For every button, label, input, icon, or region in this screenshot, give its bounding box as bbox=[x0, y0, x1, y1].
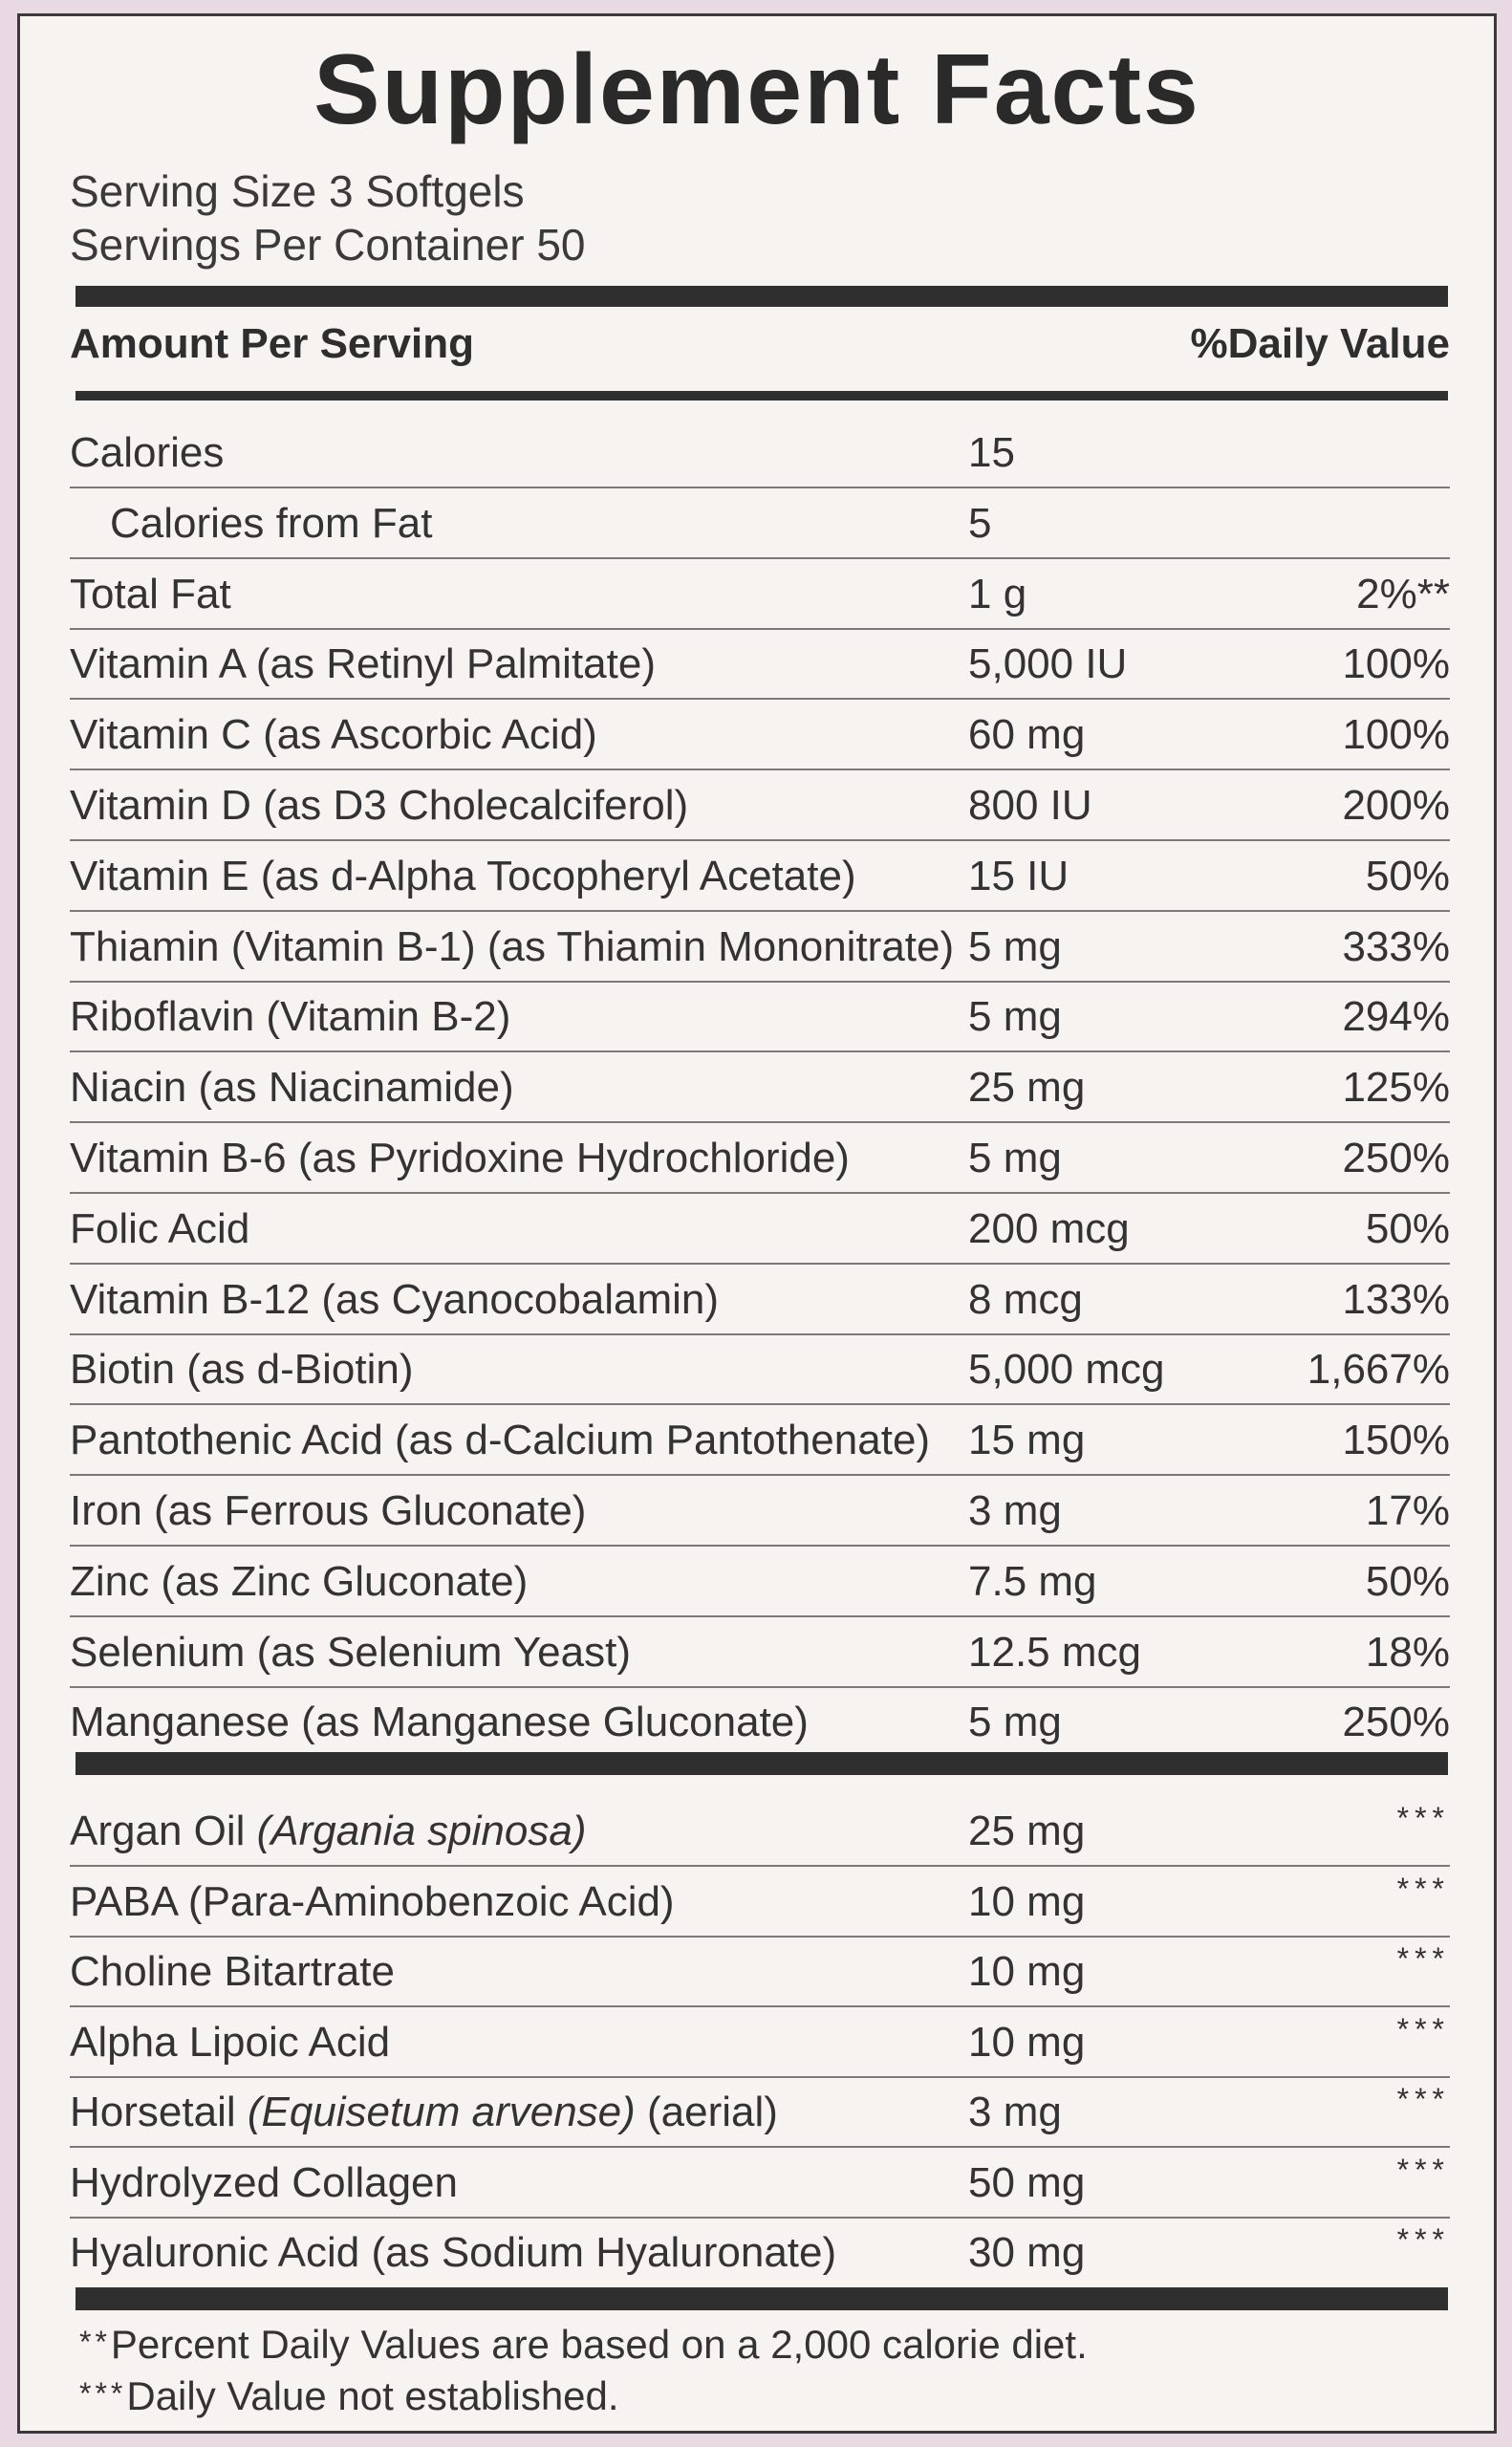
nutrient-row bbox=[70, 700, 1450, 770]
ingredient-amount: 10 mg bbox=[968, 1948, 1086, 1995]
ingredient-row bbox=[70, 1796, 1450, 1867]
supplement-facts-panel bbox=[17, 13, 1497, 2434]
nutrient-row bbox=[70, 1687, 1450, 1758]
amount-per-serving-label: Amount Per Serving bbox=[70, 320, 474, 367]
nutrient-amount: 8 mcg bbox=[968, 1275, 1083, 1323]
ingredient-name-plain: Hydrolyzed Collagen bbox=[70, 2158, 458, 2206]
nutrient-name: Folic Acid bbox=[70, 1204, 250, 1252]
nutrient-name: Vitamin D (as D3 Cholecalciferol) bbox=[70, 782, 689, 829]
ingredient-part: (aerial) bbox=[635, 2089, 778, 2135]
ingredient-botanical-name: (Equisetum arvense) bbox=[247, 2089, 636, 2135]
nutrient-amount: 12.5 mcg bbox=[968, 1628, 1141, 1676]
nutrient-amount: 25 mg bbox=[968, 1064, 1086, 1112]
thick-divider-middle bbox=[76, 1752, 1448, 1775]
nutrient-row bbox=[70, 488, 1450, 559]
ingredient-row bbox=[70, 1867, 1450, 1938]
daily-value-not-established-marker: *** bbox=[1396, 1871, 1450, 1906]
footnote-marker-2: ** bbox=[79, 2325, 111, 2359]
nutrient-daily-value: 125% bbox=[1342, 1064, 1450, 1112]
nutrient-daily-value: 2%** bbox=[1356, 570, 1450, 617]
ingredient-row bbox=[70, 2218, 1450, 2288]
nutrient-name: Vitamin B-6 (as Pyridoxine Hydrochloride) bbox=[70, 1135, 850, 1181]
nutrient-name: Iron (as Ferrous Gluconate) bbox=[70, 1487, 587, 1534]
nutrient-name: Thiamin (Vitamin B-1) (as Thiamin Mononitrate) bbox=[70, 922, 955, 970]
nutrient-name: Vitamin E (as d-Alpha Tocopheryl Acetate) bbox=[70, 852, 856, 899]
nutrient-daily-value: 1,667% bbox=[1307, 1346, 1450, 1394]
ingredient-name-plain: Choline Bitartrate bbox=[70, 1948, 395, 1995]
nutrient-name: Total Fat bbox=[70, 570, 231, 617]
nutrient-name: Riboflavin (Vitamin B-2) bbox=[70, 993, 511, 1041]
ingredient-name-plain: PABA (Para-Aminobenzoic Acid) bbox=[70, 1877, 675, 1925]
nutrient-name: Vitamin C (as Ascorbic Acid) bbox=[70, 711, 597, 759]
nutrient-daily-value: 333% bbox=[1342, 922, 1450, 970]
ingredient-amount: 10 mg bbox=[968, 2018, 1086, 2066]
nutrient-row bbox=[70, 559, 1450, 630]
nutrient-amount: 800 IU bbox=[968, 782, 1092, 829]
nutrient-row bbox=[70, 770, 1450, 841]
footnote-marker-3: *** bbox=[79, 2376, 127, 2411]
daily-value-not-established-marker: *** bbox=[1396, 2152, 1450, 2187]
daily-value-not-established-marker: *** bbox=[1396, 2011, 1450, 2046]
thick-divider-top bbox=[76, 286, 1448, 307]
ingredient-amount: 10 mg bbox=[968, 1877, 1086, 1925]
nutrient-amount: 15 IU bbox=[968, 852, 1069, 899]
ingredient-name-plain: Horsetail bbox=[70, 2089, 248, 2135]
ingredient-botanical-name: (Argania spinosa) bbox=[256, 1808, 587, 1854]
footnote-text-2: Daily Value not established. bbox=[126, 2373, 619, 2418]
ingredient-name bbox=[70, 2007, 390, 2078]
nutrient-row bbox=[70, 1334, 1450, 1405]
nutrient-row bbox=[70, 1052, 1450, 1123]
nutrient-amount: 5 bbox=[968, 499, 992, 547]
nutrient-daily-value: 50% bbox=[1365, 1557, 1450, 1605]
ingredient-name-plain: Argan Oil bbox=[70, 1808, 257, 1854]
nutrient-daily-value: 18% bbox=[1365, 1628, 1450, 1676]
ingredient-name bbox=[70, 2077, 778, 2148]
nutrient-amount: 1 g bbox=[968, 570, 1027, 617]
nutrient-row bbox=[70, 418, 1450, 488]
ingredient-row bbox=[70, 1937, 1450, 2007]
medium-divider bbox=[76, 391, 1448, 401]
nutrient-daily-value: 100% bbox=[1342, 640, 1450, 688]
ingredient-name bbox=[70, 1937, 395, 2007]
nutrient-name: Zinc (as Zinc Gluconate) bbox=[70, 1557, 529, 1605]
nutrient-daily-value: 250% bbox=[1342, 1699, 1450, 1746]
nutrient-row bbox=[70, 982, 1450, 1052]
footnote-not-established bbox=[79, 2373, 619, 2419]
nutrient-name: Calories bbox=[70, 429, 225, 476]
ingredient-name bbox=[70, 1796, 587, 1867]
nutrient-amount: 3 mg bbox=[968, 1487, 1062, 1534]
ingredient-name bbox=[70, 2218, 836, 2288]
serving-size: Serving Size 3 Softgels bbox=[70, 166, 525, 216]
nutrient-amount: 5 mg bbox=[968, 922, 1062, 970]
nutrient-daily-value: 250% bbox=[1342, 1135, 1450, 1181]
nutrient-daily-value: 150% bbox=[1342, 1417, 1450, 1464]
daily-value-not-established-marker: *** bbox=[1396, 1801, 1450, 1835]
nutrient-name: Biotin (as d-Biotin) bbox=[70, 1346, 414, 1394]
footnote-daily-values bbox=[79, 2322, 1088, 2368]
nutrient-amount: 5 mg bbox=[968, 993, 1062, 1041]
nutrient-amount: 15 bbox=[968, 429, 1015, 476]
daily-value-label: %Daily Value bbox=[1190, 320, 1450, 367]
ingredient-amount: 50 mg bbox=[968, 2158, 1086, 2206]
panel-title: Supplement Facts bbox=[313, 34, 1200, 145]
ingredient-row bbox=[70, 2007, 1450, 2078]
nutrient-row bbox=[70, 912, 1450, 983]
footnote-text-1: Percent Daily Values are based on a 2,000 calorie diet. bbox=[110, 2322, 1088, 2367]
nutrient-daily-value: 294% bbox=[1342, 993, 1450, 1041]
ingredient-amount: 3 mg bbox=[968, 2089, 1062, 2135]
ingredient-row bbox=[70, 2077, 1450, 2148]
nutrient-row bbox=[70, 1405, 1450, 1476]
ingredient-name-plain: Alpha Lipoic Acid bbox=[70, 2018, 391, 2066]
daily-value-not-established-marker: *** bbox=[1396, 1941, 1450, 1976]
nutrient-daily-value: 17% bbox=[1365, 1487, 1450, 1534]
nutrient-row bbox=[70, 1123, 1450, 1194]
nutrient-amount: 60 mg bbox=[968, 711, 1086, 759]
nutrient-row bbox=[70, 1547, 1450, 1617]
nutrient-row bbox=[70, 841, 1450, 912]
nutrient-row bbox=[70, 1476, 1450, 1547]
nutrient-amount: 15 mg bbox=[968, 1417, 1086, 1464]
nutrient-daily-value: 200% bbox=[1342, 782, 1450, 829]
nutrient-name: Manganese (as Manganese Gluconate) bbox=[70, 1699, 809, 1746]
nutrient-row bbox=[70, 629, 1450, 700]
nutrient-amount: 200 mcg bbox=[968, 1204, 1130, 1252]
servings-per-container: Servings Per Container 50 bbox=[70, 220, 586, 270]
ingredient-name bbox=[70, 1867, 675, 1938]
nutrient-amount: 7.5 mg bbox=[968, 1557, 1097, 1605]
daily-value-not-established-marker: *** bbox=[1396, 2082, 1450, 2116]
ingredient-row bbox=[70, 2148, 1450, 2219]
ingredient-amount: 25 mg bbox=[968, 1808, 1086, 1854]
nutrient-amount: 5 mg bbox=[968, 1699, 1062, 1746]
nutrient-name: Vitamin A (as Retinyl Palmitate) bbox=[70, 640, 656, 688]
nutrient-row bbox=[70, 1194, 1450, 1265]
nutrient-daily-value: 50% bbox=[1365, 852, 1450, 899]
ingredient-name-plain: Hyaluronic Acid (as Sodium Hyaluronate) bbox=[70, 2229, 837, 2276]
nutrient-name: Pantothenic Acid (as d-Calcium Pantothenate) bbox=[70, 1417, 931, 1464]
nutrient-name: Niacin (as Niacinamide) bbox=[70, 1064, 514, 1112]
nutrient-daily-value: 100% bbox=[1342, 711, 1450, 759]
nutrient-row bbox=[70, 1617, 1450, 1688]
daily-value-not-established-marker: *** bbox=[1396, 2222, 1450, 2257]
nutrient-amount: 5 mg bbox=[968, 1135, 1062, 1181]
thick-divider-bottom bbox=[76, 2287, 1448, 2310]
nutrient-amount: 5,000 IU bbox=[968, 640, 1128, 688]
nutrient-row bbox=[70, 1265, 1450, 1335]
nutrient-daily-value: 133% bbox=[1342, 1275, 1450, 1323]
nutrient-name: Selenium (as Selenium Yeast) bbox=[70, 1628, 631, 1676]
nutrient-amount: 5,000 mcg bbox=[968, 1346, 1165, 1394]
nutrient-name: Vitamin B-12 (as Cyanocobalamin) bbox=[70, 1275, 720, 1323]
nutrient-daily-value: 50% bbox=[1365, 1204, 1450, 1252]
nutrient-name: Calories from Fat bbox=[110, 499, 433, 547]
ingredient-amount: 30 mg bbox=[968, 2229, 1086, 2276]
ingredient-name bbox=[70, 2148, 458, 2219]
